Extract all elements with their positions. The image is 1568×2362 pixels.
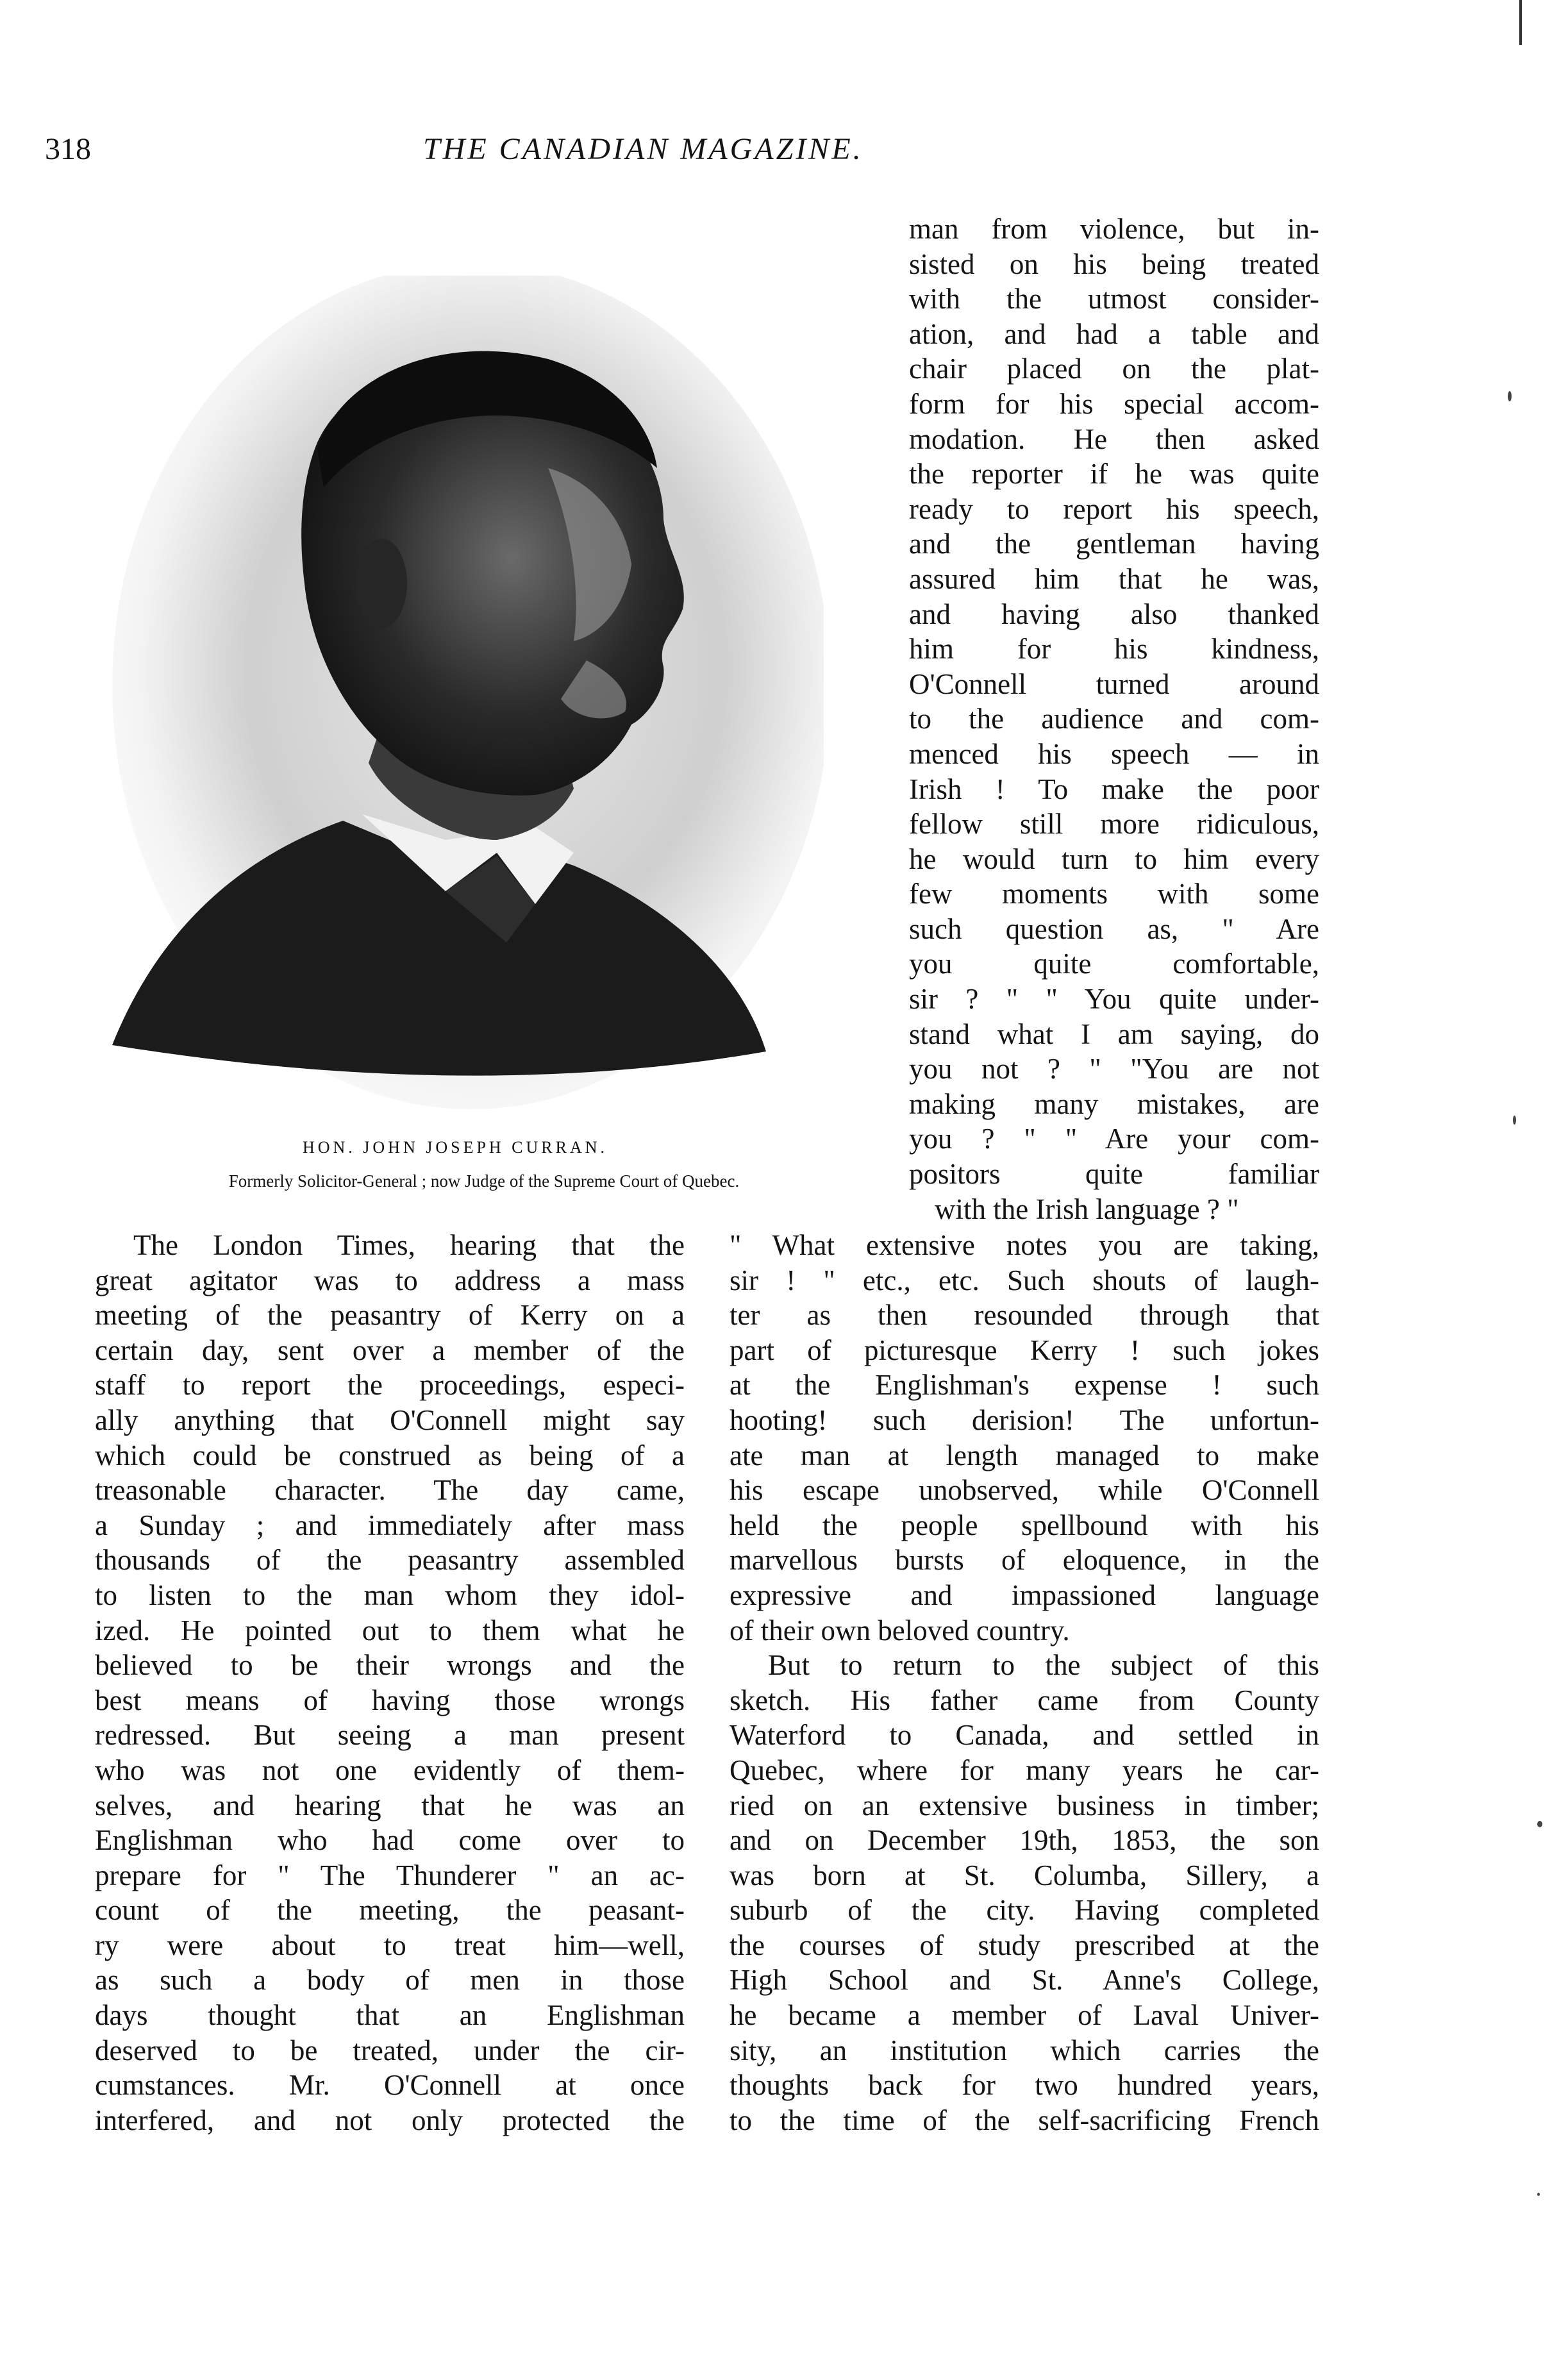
text-line: chair placed on the plat- <box>909 353 1319 385</box>
text-line: to the time of the self-sacrificing French <box>730 2104 1319 2136</box>
text-line: expressive and impassioned language <box>730 1579 1319 1611</box>
right-column-bottom <box>730 1228 1319 2138</box>
text-line: Irish ! To make the poor <box>909 773 1319 805</box>
text-line: with the utmost consider- <box>909 283 1319 315</box>
text-line: Englishman who had come over to <box>95 1824 685 1857</box>
figure-caption-name: HON. JOHN JOSEPH CURRAN. <box>302 1138 608 1157</box>
text-line: form for his special accom- <box>909 387 1319 420</box>
text-line: ry were about to treat him—well, <box>95 1929 685 1961</box>
text-line: ter as then resounded through that <box>730 1299 1319 1332</box>
text-line: which could be construed as being of a <box>95 1439 685 1471</box>
text-line: positors quite familiar <box>909 1158 1319 1191</box>
text-line: sity, an institution which carries the <box>730 2034 1319 2066</box>
text-line: thoughts back for two hundred years, <box>730 2069 1319 2102</box>
text-line: O'Connell turned around <box>909 667 1319 700</box>
text-line: sir ? " " You quite under- <box>909 983 1319 1016</box>
portrait-photograph <box>87 276 824 1116</box>
scan-mark <box>1537 1821 1542 1827</box>
text-line: assured him that he was, <box>909 562 1319 595</box>
text-line: he would turn to him every <box>909 842 1319 875</box>
right-column-top <box>909 212 1319 1227</box>
text-line: man from violence, but in- <box>909 213 1319 245</box>
text-line: " What extensive notes you are taking, <box>730 1229 1319 1261</box>
text-line: cumstances. Mr. O'Connell at once <box>95 2069 685 2102</box>
text-line: days thought that an Englishman <box>95 1999 685 2032</box>
text-line: he became a member of Laval Univer- <box>730 1999 1319 2032</box>
text-line: fellow still more ridiculous, <box>909 808 1319 841</box>
text-line: a Sunday ; and immediately after mass <box>95 1509 685 1541</box>
text-line: held the people spellbound with his <box>730 1509 1319 1541</box>
text-line: as such a body of men in those <box>95 1964 685 1997</box>
page-number: 318 <box>45 132 91 166</box>
text-line: ready to report his speech, <box>909 492 1319 525</box>
text-line: and the gentleman having <box>909 528 1319 560</box>
text-line: menced his speech — in <box>909 737 1319 770</box>
text-line: suburb of the city. Having completed <box>730 1894 1319 1927</box>
text-line: selves, and hearing that he was an <box>95 1789 685 1822</box>
scan-mark <box>1519 0 1522 45</box>
text-line: and on December 19th, 1853, the son <box>730 1824 1319 1857</box>
scan-mark <box>1513 1116 1516 1125</box>
text-line: was born at St. Columba, Sillery, a <box>730 1859 1319 1891</box>
text-line: ate man at length managed to make <box>730 1439 1319 1471</box>
text-line: who was not one evidently of them- <box>95 1754 685 1786</box>
text-line: best means of having those wrongs <box>95 1684 685 1716</box>
text-line: sisted on his being treated <box>909 247 1319 280</box>
text-line: prepare for " The Thunderer " an ac- <box>95 1859 685 1891</box>
text-line: the courses of study prescribed at the <box>730 1929 1319 1961</box>
text-line: thousands of the peasantry assembled <box>95 1544 685 1577</box>
text-line: staff to report the proceedings, especi- <box>95 1369 685 1402</box>
text-line: Quebec, where for many years he car- <box>730 1754 1319 1786</box>
text-line: But to return to the subject of this <box>768 1649 1319 1682</box>
text-line: part of picturesque Kerry ! such jokes <box>730 1334 1319 1366</box>
text-line: modation. He then asked <box>909 423 1319 455</box>
text-line: such question as, " Are <box>909 912 1319 945</box>
text-line: sketch. His father came from County <box>730 1684 1319 1716</box>
text-line: stand what I am saying, do <box>909 1018 1319 1050</box>
text-line: Waterford to Canada, and settled in <box>730 1719 1319 1752</box>
text-line: and having also thanked <box>909 598 1319 630</box>
text-line: his escape unobserved, while O'Connell <box>730 1474 1319 1507</box>
text-line: you not ? " "You are not <box>909 1053 1319 1085</box>
text-line: the reporter if he was quite <box>909 458 1319 490</box>
text-line: High School and St. Anne's College, <box>730 1964 1319 1997</box>
figure-caption-description: Formerly Solicitor-General ; now Judge of the Supreme Court of Quebec. <box>228 1171 740 1191</box>
text-line: interfered, and not only protected the <box>95 2104 685 2136</box>
scan-mark <box>1537 2193 1540 2196</box>
scan-mark <box>1508 391 1512 401</box>
text-line: count of the meeting, the peasant- <box>95 1894 685 1927</box>
text-line: few moments with some <box>909 878 1319 910</box>
text-line: at the Englishman's expense ! such <box>730 1369 1319 1402</box>
text-line: sir ! " etc., etc. Such shouts of laugh- <box>730 1264 1319 1296</box>
text-line: deserved to be treated, under the cir- <box>95 2034 685 2066</box>
text-line: believed to be their wrongs and the <box>95 1649 685 1682</box>
text-line: him for his kindness, <box>909 633 1319 666</box>
text-line: certain day, sent over a member of the <box>95 1334 685 1366</box>
text-line: you quite comfortable, <box>909 948 1319 980</box>
left-column <box>95 1228 685 2138</box>
running-title: THE CANADIAN MAGAZINE. <box>423 132 863 166</box>
text-line: ized. He pointed out to them what he <box>95 1614 685 1646</box>
text-line: marvellous bursts of eloquence, in the <box>730 1544 1319 1577</box>
text-line: hooting! such derision! The unfortun- <box>730 1403 1319 1436</box>
text-line: of their own beloved country. <box>730 1614 1070 1646</box>
text-line: with the Irish language ? " <box>935 1193 1239 1225</box>
text-line: you ? " " Are your com- <box>909 1123 1319 1155</box>
text-line: to listen to the man whom they idol- <box>95 1579 685 1611</box>
text-line: The London Times, hearing that the <box>133 1229 685 1261</box>
text-line: treasonable character. The day came, <box>95 1474 685 1507</box>
text-line: making many mistakes, are <box>909 1087 1319 1120</box>
text-line: great agitator was to address a mass <box>95 1264 685 1296</box>
text-line: ally anything that O'Connell might say <box>95 1403 685 1436</box>
text-line: ried on an extensive business in timber; <box>730 1789 1319 1822</box>
text-line: redressed. But seeing a man present <box>95 1719 685 1752</box>
text-line: meeting of the peasantry of Kerry on a <box>95 1299 685 1332</box>
text-line: to the audience and com- <box>909 703 1319 735</box>
text-line: ation, and had a table and <box>909 317 1319 350</box>
